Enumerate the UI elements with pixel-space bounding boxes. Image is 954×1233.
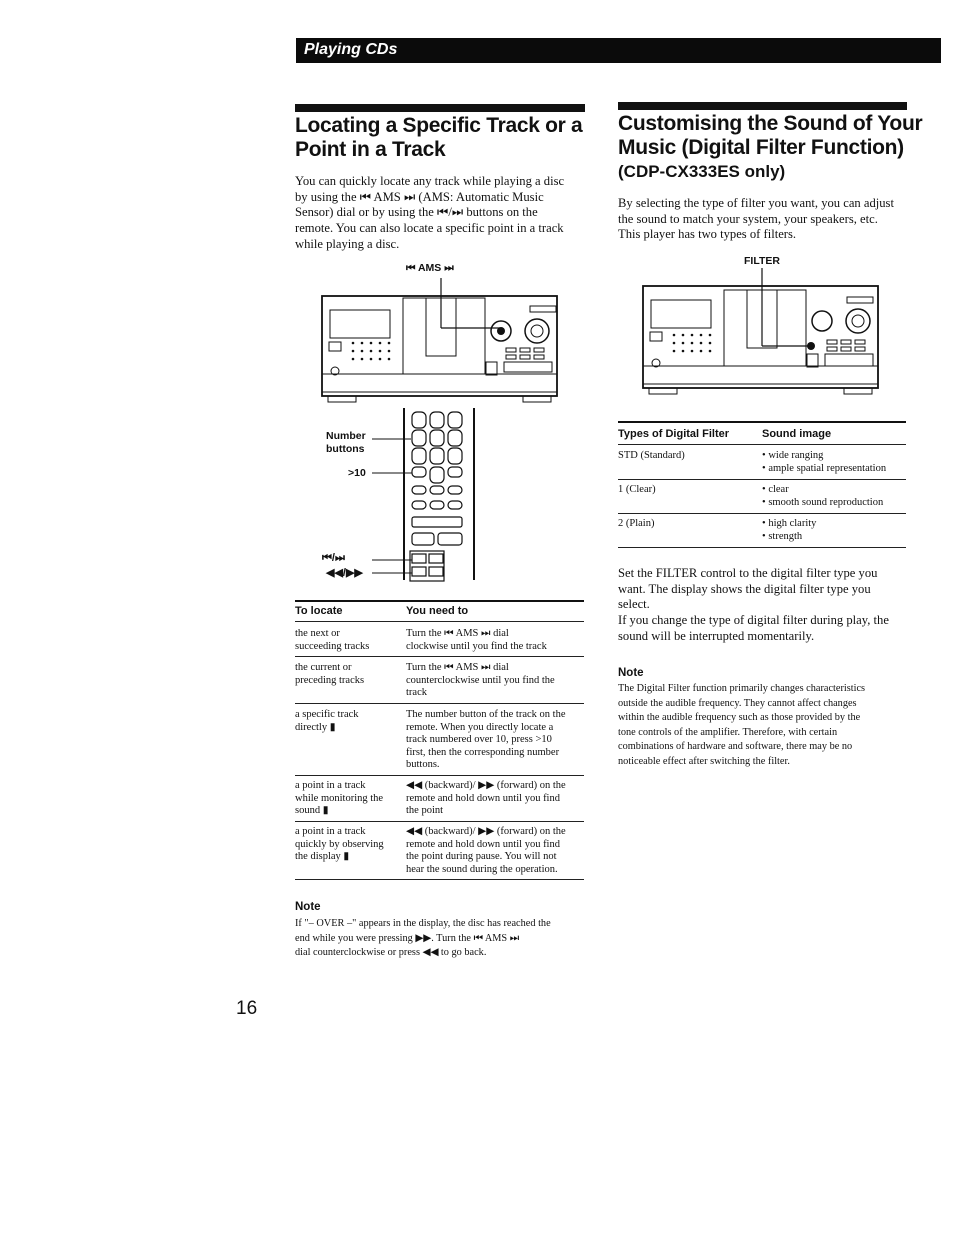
left-table-top-rule xyxy=(295,600,584,602)
right-table-col1: Types of Digital Filter xyxy=(618,428,730,440)
table-row: Turn the ⏮ AMS ⏭ dial clockwise until you find the track xyxy=(406,628,547,652)
table-row: the current or preceding tracks xyxy=(295,662,365,686)
right-para2: If you change the type of digital filter during play, the sound will be interrupted momentarily. xyxy=(618,613,889,643)
right-note-text: The Digital Filter function primarily changes characteristics outside the audible frequency. They cannot affect changes within the audible frequency such as those provided by the tone controls of the amplifier. Therefore, with certain combinations of hardware and software, there may be no noticeable effect after switching the filter. xyxy=(618,683,866,767)
left-section-title xyxy=(295,114,595,162)
right-table-top-rule xyxy=(618,421,906,423)
right-table-bottom-rule xyxy=(618,547,906,548)
filter-sound-list: • high clarity • strength xyxy=(762,518,912,543)
row-divider xyxy=(295,821,584,822)
row-divider xyxy=(295,656,584,657)
row-divider xyxy=(618,479,906,480)
section-header-title: Playing CDs xyxy=(304,41,398,58)
left-table-col1: To locate xyxy=(295,605,343,617)
left-title-rule xyxy=(295,104,585,112)
filter-label: FILTER xyxy=(744,255,780,267)
cd-player-illustration xyxy=(320,276,560,406)
right-title-line2: Music (Digital Filter Function) xyxy=(618,136,904,159)
filter-sound-list: • wide ranging • ample spatial representation xyxy=(762,450,912,475)
right-title-line1: Customising the Sound of Your xyxy=(618,112,923,135)
filter-type: 2 (Plain) xyxy=(618,518,655,529)
table-row: a point in a track while monitoring the sound ▮ xyxy=(295,780,384,817)
table-row: Turn the ⏮ AMS ⏭ dial counterclockwise until you find the track xyxy=(406,662,555,699)
cd-player-filter-illustration xyxy=(641,268,881,398)
right-table-header-rule xyxy=(618,444,906,445)
left-intro xyxy=(295,174,585,253)
left-intro-line: remote. You can also locate a specific point in a track xyxy=(295,221,564,236)
left-intro-line: while playing a disc. xyxy=(295,236,400,251)
table-row: the next or succeeding tracks xyxy=(295,628,370,652)
skip-label: ⏮/⏭ xyxy=(322,552,345,564)
number-label-line1: Number xyxy=(326,430,366,442)
page-number: 16 xyxy=(236,998,258,1019)
section-header-bar xyxy=(296,38,941,63)
table-row: a point in a track quickly by observing the display ▮ xyxy=(295,826,384,863)
left-note-title: Note xyxy=(295,901,321,913)
table-row: The number button of the track on the remote. When you directly locate a track numbered over 10, press >10 first, then the corresponding number buttons. xyxy=(406,709,566,771)
table-row: ◀◀ (backward)/ ▶▶ (forward) on the remote and hold down until you find the point xyxy=(406,780,566,817)
filter-type: STD (Standard) xyxy=(618,450,685,461)
left-intro-line: You can quickly locate any track while playing a disc xyxy=(295,174,565,188)
row-divider xyxy=(618,513,906,514)
ams-dial-label: ⏮ AMS ⏭ xyxy=(406,262,454,274)
left-title-line2: Point in a Track xyxy=(295,138,446,161)
left-table-col2: You need to xyxy=(406,605,469,617)
row-divider xyxy=(295,775,584,776)
filter-sound-list: • clear • smooth sound reproduction xyxy=(762,484,912,509)
filter-type: 1 (Clear) xyxy=(618,484,656,495)
right-subtitle: (CDP-CX333ES only) xyxy=(618,162,786,181)
number-label-line2: buttons xyxy=(326,443,365,455)
table-row: a specific track directly ▮ xyxy=(295,709,359,733)
gt10-label: >10 xyxy=(348,467,366,479)
left-intro-line: by using the ⏮ AMS ⏭ (AMS: Automatic Music xyxy=(295,189,544,204)
right-para1: Set the FILTER control to the digital filter type you want. The display shows the digital filter type you select. xyxy=(618,566,878,612)
right-title-rule xyxy=(618,102,907,110)
scan-label: ◀◀/▶▶ xyxy=(326,567,363,579)
left-table-bottom-rule xyxy=(295,879,584,880)
right-table-col2: Sound image xyxy=(762,428,832,440)
row-divider xyxy=(295,703,584,704)
right-intro: By selecting the type of filter you want, you can adjust the sound to match your system, your speakers, etc. This player has two types of filters. xyxy=(618,196,894,242)
table-row: ◀◀ (backward)/ ▶▶ (forward) on the remote and hold down until you find the point during pause. You will not hear the sound during the operation. xyxy=(406,826,566,875)
left-title-line1: Locating a Specific Track or a xyxy=(295,114,583,137)
right-note-title: Note xyxy=(618,667,644,679)
number-buttons-label xyxy=(326,430,366,456)
left-table-header-rule xyxy=(295,621,584,622)
right-section-title xyxy=(618,112,938,160)
left-note-text: If "– OVER –" appears in the display, the disc has reached the end while you were pressing ▶▶. Turn the ⏮ AMS ⏭ dial counterclockwise or press ◀◀ to go back. xyxy=(295,918,551,958)
left-intro-line: Sensor) dial or by using the ⏮/⏭ buttons on the xyxy=(295,205,538,220)
